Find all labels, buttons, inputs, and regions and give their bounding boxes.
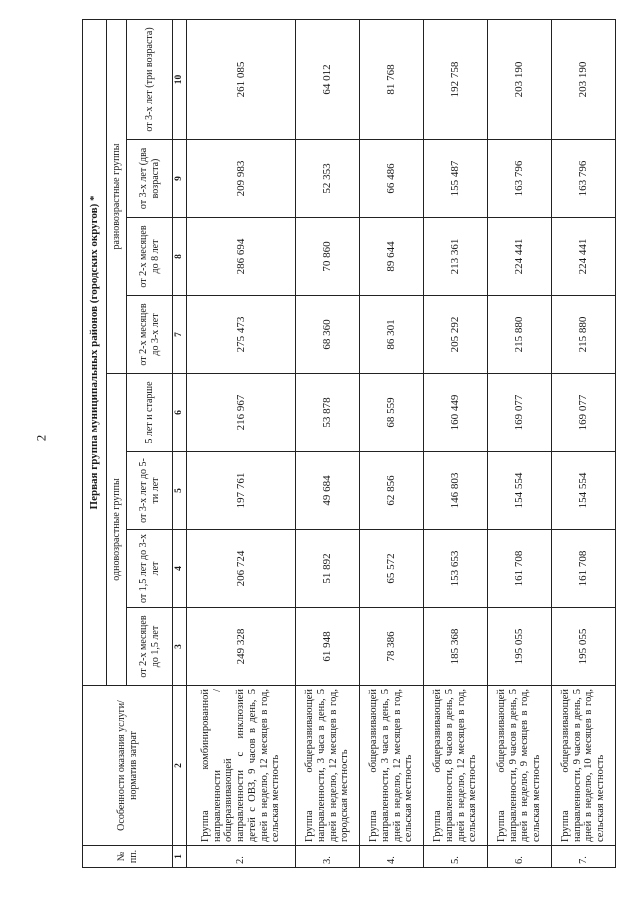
column-index: 5 [173,452,187,530]
cost-value: 209 983 [187,140,296,218]
cost-value: 81 768 [360,19,424,139]
cost-value: 195 055 [551,608,615,686]
cost-value: 160 449 [424,374,488,452]
cost-value: 185 368 [424,608,488,686]
row-number: 3. [296,846,360,868]
cost-value: 66 486 [360,140,424,218]
cost-value: 216 967 [187,374,296,452]
cost-value: 215 880 [551,296,615,374]
row-number: 5. [424,846,488,868]
cost-value: 70 860 [296,218,360,296]
row-description: Группа общеразвивающей направленности, 3 часа в день, 5 дней в неделю, 12 месяцев в год, сельская местность [360,686,424,846]
col-desc-header: Особенности оказания услуги/норматив затрат [83,686,173,846]
cost-value: 62 856 [360,452,424,530]
cost-value: 78 386 [360,608,424,686]
age-range-header: от 2-х месяцев до 3-х лет [127,296,173,374]
cost-value: 169 077 [487,374,551,452]
cost-value: 261 085 [187,19,296,139]
cost-value: 249 328 [187,608,296,686]
cost-value: 68 360 [296,296,360,374]
row-description: Группа комбинированной направленности / общеразвивающей направленности с инклюзией детей с ОВЗ, 9 часов в день, 5 дней в неделю, 12 месяцев в год, сельская местность [187,686,296,846]
cost-value: 206 724 [187,530,296,608]
cost-value: 203 190 [551,19,615,139]
cost-value: 205 292 [424,296,488,374]
row-number: 4. [360,846,424,868]
cost-value: 68 559 [360,374,424,452]
group-title: Первая группа муниципальных районов (городских округов) * [83,19,107,685]
cost-value: 163 796 [551,140,615,218]
cost-value: 163 796 [487,140,551,218]
table-row [551,19,615,867]
cost-value: 154 554 [551,452,615,530]
column-index: 7 [173,296,187,374]
cost-value: 86 301 [360,296,424,374]
row-description: Группа общеразвивающей направленности, 9 часов в день, 5 дней в неделю, 10 месяцев в год, сельская местность [551,686,615,846]
cost-value: 192 758 [424,19,488,139]
cost-value: 215 880 [487,296,551,374]
cost-value: 53 878 [296,374,360,452]
cost-value: 64 012 [296,19,360,139]
cost-value: 154 554 [487,452,551,530]
cost-value: 89 644 [360,218,424,296]
row-description: Группа общеразвивающей направленности, 9 часов в день, 5 дней в неделю, 9 месяцев в год, сельская местность [487,686,551,846]
cost-value: 155 487 [424,140,488,218]
page-number: 2 [33,434,49,442]
cost-table-sheet [82,20,616,868]
age-range-header: от 3-х лет до 5-ти лет [127,452,173,530]
table-row [360,19,424,867]
single-age-header: одновозрастные группы [107,374,127,686]
column-index: 6 [173,374,187,452]
table-row [487,19,551,867]
mixed-age-header: разновозрастные группы [107,19,127,373]
cost-value: 146 803 [424,452,488,530]
table-row [424,19,488,867]
column-index: 4 [173,530,187,608]
cost-value: 49 684 [296,452,360,530]
column-index: 9 [173,140,187,218]
column-index: 2 [173,686,187,846]
col-no-header: № пп. [83,846,173,868]
age-range-header: от 1,5 лет до 3-х лет [127,530,173,608]
cost-value: 61 948 [296,608,360,686]
column-index: 8 [173,218,187,296]
cost-value: 195 055 [487,608,551,686]
cost-value: 169 077 [551,374,615,452]
table-row [187,19,296,867]
cost-value: 65 572 [360,530,424,608]
cost-value: 51 892 [296,530,360,608]
cost-value: 213 361 [424,218,488,296]
column-index: 3 [173,608,187,686]
age-range-header: от 3-х лет (три возраста) [127,19,173,139]
age-range-header: 5 лет и старше [127,374,173,452]
row-number: 6. [487,846,551,868]
cost-value: 161 708 [551,530,615,608]
cost-value: 153 653 [424,530,488,608]
row-description: Группа общеразвивающей направленности, 8 часов в день, 5 дней в неделю, 12 месяцев в год, сельская местность [424,686,488,846]
cost-value: 203 190 [487,19,551,139]
cost-value: 52 353 [296,140,360,218]
cost-value: 224 441 [487,218,551,296]
cost-value: 286 694 [187,218,296,296]
row-number: 7. [551,846,615,868]
age-range-header: от 2-х месяцев до 8 лет [127,218,173,296]
age-range-header: от 3-х лет (два возраста) [127,140,173,218]
row-description: Группа общеразвивающей направленности, 3 часа в день, 5 дней в неделю, 12 месяцев в год, городская местность [296,686,360,846]
cost-value: 224 441 [551,218,615,296]
cost-value: 275 473 [187,296,296,374]
column-index: 10 [173,19,187,139]
column-index: 1 [173,846,187,868]
cost-value: 161 708 [487,530,551,608]
cost-value: 197 761 [187,452,296,530]
row-number: 2. [187,846,296,868]
age-range-header: от 2-х месяцев до 1,5 лет [127,608,173,686]
cost-table [82,19,616,868]
table-row [296,19,360,867]
